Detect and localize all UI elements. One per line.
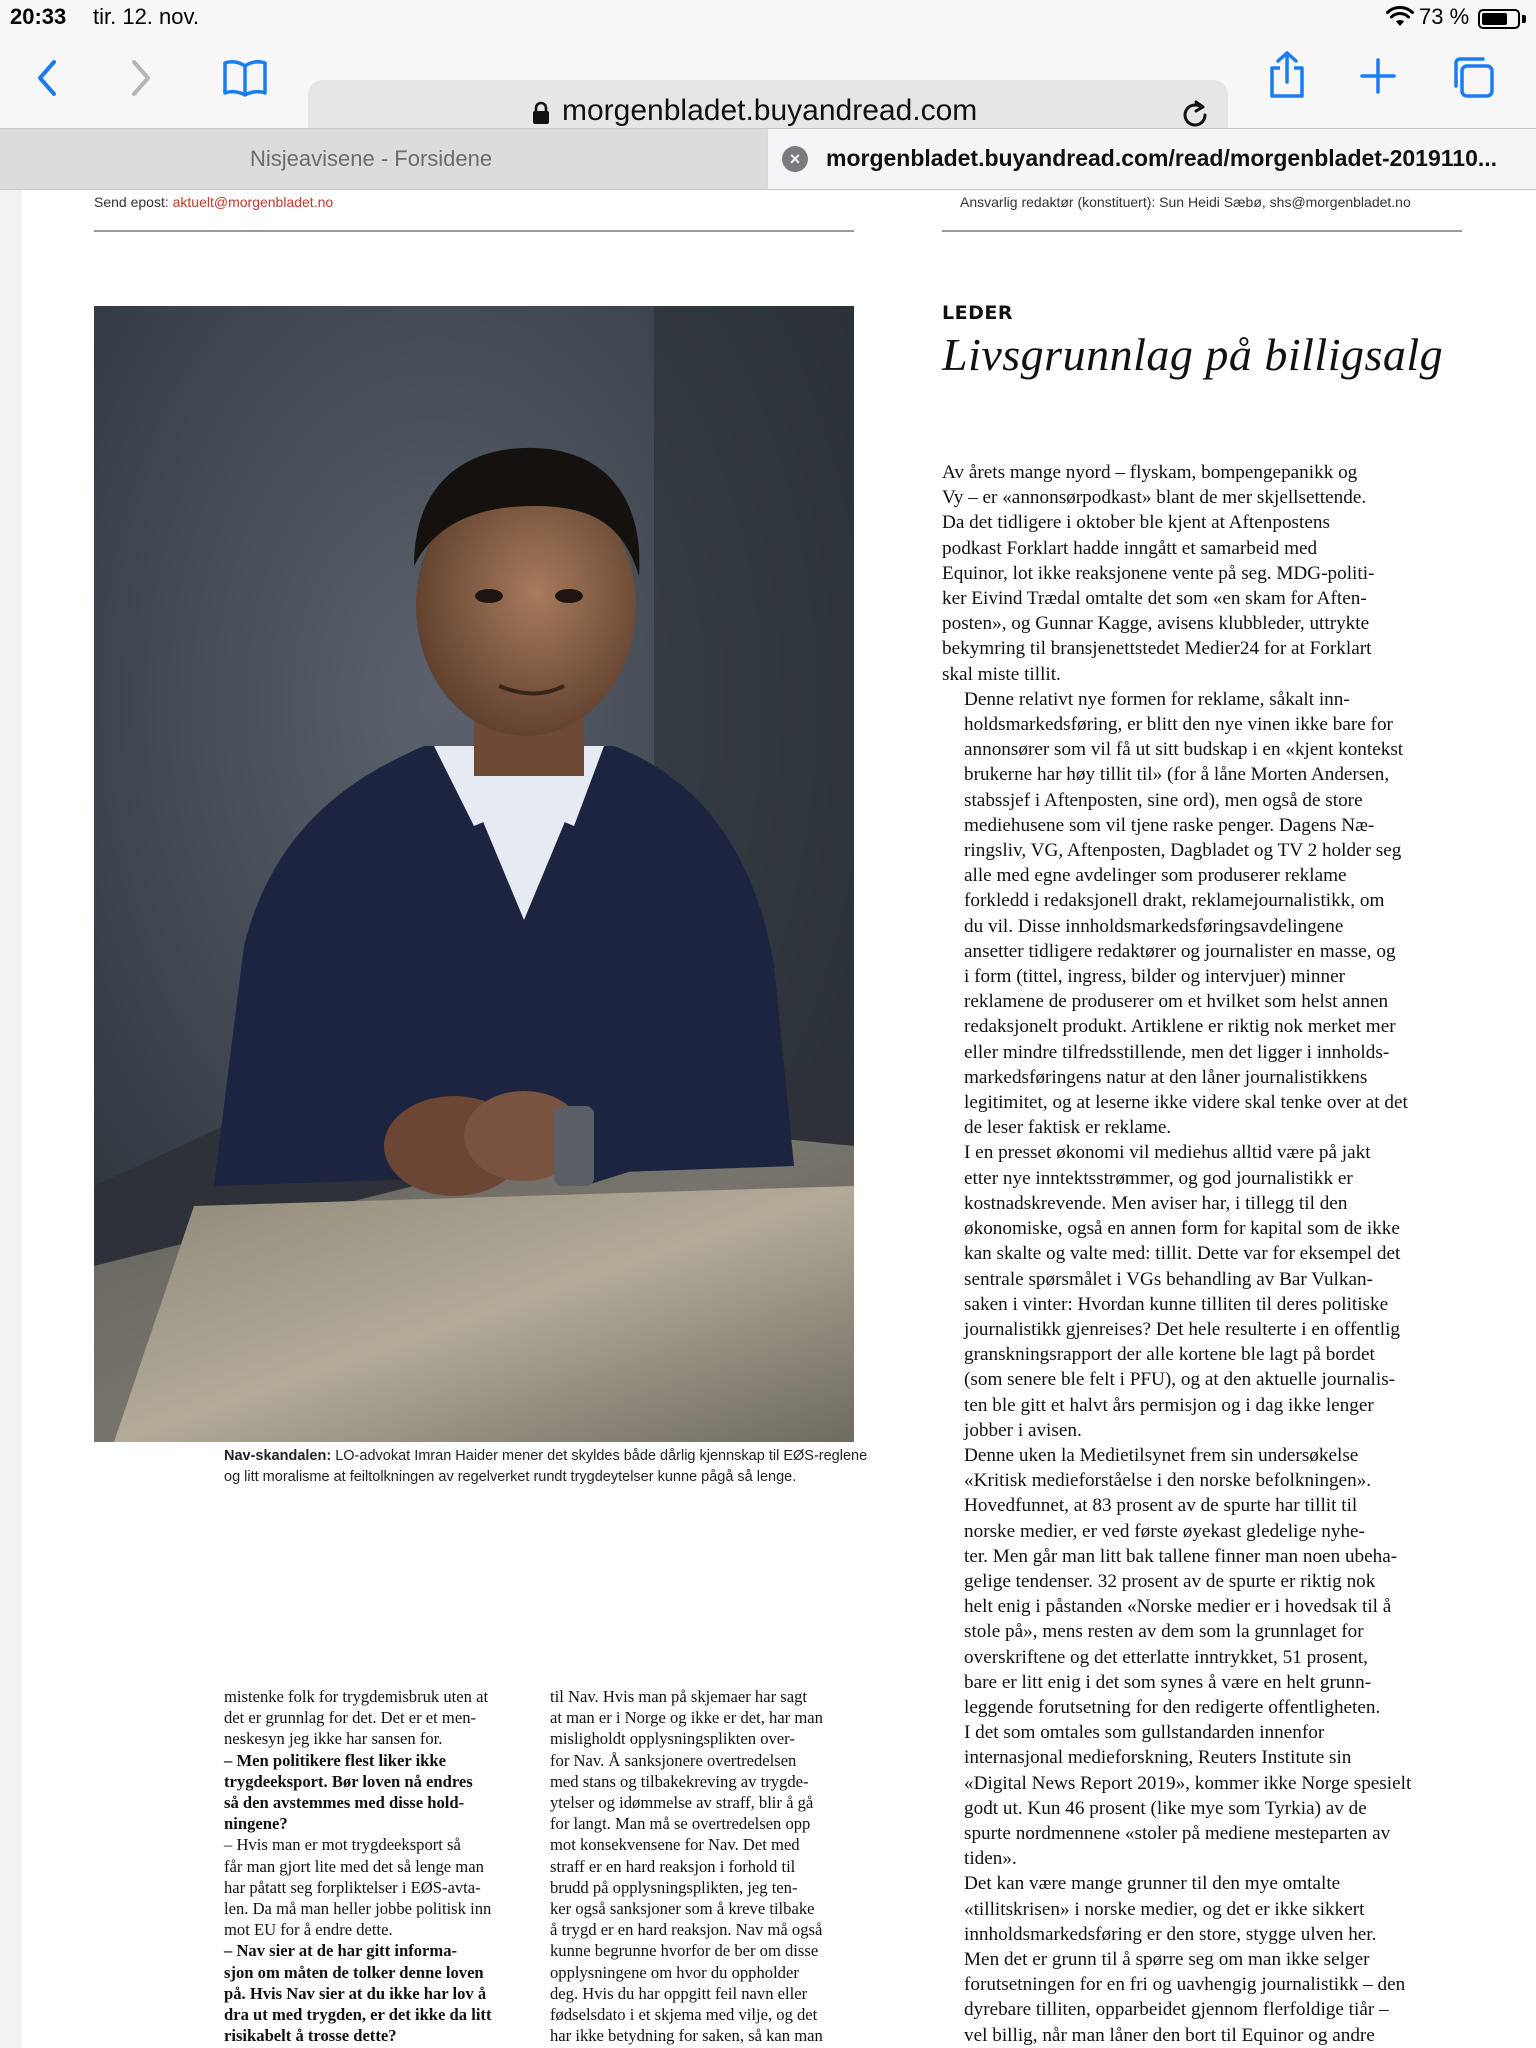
text-line: forutsetningen for en fri og uavhengig journalistikk – den: [964, 1974, 1406, 1996]
lock-icon: [532, 101, 550, 125]
text-line: internasjonal medieforskning, Reuters Institute sin: [964, 1747, 1352, 1769]
text-line: (som senere ble felt i PFU), og at den aktuelle journalis-: [964, 1369, 1396, 1391]
text-line: Equinor, lot ikke reaksjonene vente på seg. MDG-politi-: [942, 562, 1375, 584]
text-line: podkast Forklart hadde inngått et samarbeid med: [942, 537, 1318, 559]
text-line: ten ble gitt et halvt års permisjon og i dag ikke lenger: [964, 1394, 1374, 1416]
bookmarks-icon[interactable]: [222, 58, 268, 98]
divider: [942, 230, 1462, 232]
text-line: holdsmarkedsføring, er blitt den nye vinen ikke bare for: [964, 714, 1393, 736]
editorial-paragraph: [942, 460, 1442, 687]
text-line: granskningsrapport der alle kortene ble lagt på bordet: [964, 1344, 1375, 1366]
interview-question-line: ningene?: [224, 1814, 288, 1834]
interview-answer-line: å trygd er en hard reaksjon. Nav må også: [550, 1920, 823, 1940]
text-line: alle med egne avdelinger som produserer reklame: [964, 865, 1347, 887]
interview-answer-line: kunne begrunne hvorfor de ber om disse: [550, 1941, 819, 1961]
text-line: skal miste tillit.: [942, 663, 1061, 685]
interview-answer-line: – Hvis man er mot trygdeeksport så: [224, 1835, 461, 1855]
text-line: «Digital News Report 2019», kommer ikke Norge spesielt: [964, 1772, 1412, 1794]
interview-question-line: så den avstemmes med disse hold-: [224, 1793, 465, 1813]
status-time: 20:33: [10, 4, 67, 29]
interview-answer-line: misligholdt opplysningsplikten over-: [550, 1729, 795, 1749]
interview-answer-line: ytelser og idømmelse av straff, blir å gå: [550, 1793, 814, 1813]
share-icon[interactable]: [1268, 50, 1306, 100]
editorial-paragraph: [942, 1443, 1442, 1720]
interview-question-line: – Nav sier at de har gitt informa-: [224, 1941, 458, 1961]
text-line: du vil. Disse innholdsmarkedsføringsavdelingene: [964, 915, 1344, 937]
text-line: sentrale spørsmålet i VGs behandling av Bar Vulkan-: [964, 1268, 1373, 1290]
editorial-headline: Livsgrunnlag på billigsalg: [942, 329, 1444, 380]
interview-answer-line: har ikke betydning for saken, så kan man: [550, 2026, 823, 2046]
text-line: stole på», mens resten av dem som la grunnlaget for: [964, 1621, 1364, 1643]
interview-answer-line: fødselsdato i et skjema med vilje, og det: [550, 2005, 818, 2025]
section-kicker: LEDER: [942, 302, 1013, 324]
text-line: overskriftene og det etterlatte inntrykket, 51 prosent,: [964, 1646, 1368, 1668]
interview-answer-line: mot konsekvensene for Nav. Det med: [550, 1835, 800, 1855]
interview-column-2: [550, 1686, 868, 2046]
text-line: Det kan være mange grunner til den mye omtalte: [964, 1873, 1341, 1895]
text-line: etter nye inntektsstrømmer, og god journalistikk er: [964, 1167, 1353, 1189]
text-line: vel billig, når man låner den bort til Equinor og andre: [964, 2024, 1375, 2046]
tab-morgenbladet[interactable]: [768, 129, 1536, 189]
back-icon[interactable]: [36, 58, 58, 98]
text-line: annonsører som vil få ut sitt budskap i en «kjent kontekst: [964, 739, 1404, 761]
text-line: ansetter tidligere redaktører og journalister en masse, og: [964, 940, 1396, 962]
text-line: Av årets mange nyord – flyskam, bompengepanikk og: [942, 462, 1358, 483]
text-line: godt ut. Kun 46 prosent (like mye som Tyrkia) av de: [964, 1797, 1367, 1819]
text-line: Denne uken la Medietilsynet frem sin undersøkelse: [964, 1444, 1359, 1466]
editorial-body: [942, 460, 1442, 2048]
text-line: ter. Men går man litt bak tallene finner man noen ubeha-: [964, 1545, 1398, 1567]
text-line: I det som omtales som gullstandarden innenfor: [964, 1722, 1325, 1744]
editorial-paragraph: [942, 1720, 1442, 1871]
interview-answer-line: har påtatt seg forpliktelser i EØS-avta-: [224, 1877, 481, 1897]
text-line: innholdsmarkedsføring er den store, stygge ulven her.: [964, 1923, 1377, 1945]
divider: [94, 230, 854, 232]
interview-answer-line: det er grunnlag for det. Det er et men-: [224, 1708, 477, 1728]
text-line: leggende forutsetning for den redigerte offentligheten.: [964, 1696, 1381, 1718]
interview-question-line: dra ut med trygden, er det ikke da litt: [224, 2005, 492, 2025]
text-line: jobber i avisen.: [964, 1419, 1082, 1441]
photo-caption: [224, 1446, 868, 1488]
text-line: ringsliv, VG, Aftenposten, Dagbladet og TV 2 holder seg: [964, 840, 1402, 862]
text-line: ker Eivind Trædal omtalte det som «en skam for Aften-: [942, 588, 1367, 610]
text-line: markedsføringens natur at den låner journalistikkens: [964, 1066, 1368, 1088]
text-line: bare er litt enig i det som synes å være en helt grunn-: [964, 1671, 1372, 1693]
text-line: posten», og Gunnar Kagge, avisens klubbleder, uttrykte: [942, 613, 1370, 635]
interview-question-line: på. Hvis Nav sier at du ikke har lov å: [224, 1983, 487, 2003]
status-bar: [0, 0, 1536, 36]
editorial-paragraph: [942, 1871, 1442, 2047]
interview-question-line: – Men politikere flest liker ikke: [224, 1750, 446, 1770]
text-line: redaksjonelt produkt. Artiklene er riktig nok merket mer: [964, 1016, 1396, 1038]
interview-answer-line: neskesyn jeg ikke har sansen for.: [224, 1729, 443, 1749]
tabs-overview-icon[interactable]: [1450, 54, 1496, 100]
interview-answer-line: at man er i Norge og ikke er det, har man: [550, 1708, 823, 1728]
battery-percent: 73 %: [1419, 4, 1470, 29]
text-line: I en presset økonomi vil mediehus alltid være på jakt: [964, 1142, 1371, 1164]
text-line: helt enig i påstanden «Norske medier er i hovedsak til å: [964, 1596, 1392, 1618]
text-line: Da det tidligere i oktober ble kjent at Aftenpostens: [942, 512, 1330, 534]
interview-answer-line: med stans og tilbakekreving av trygde-: [550, 1771, 809, 1791]
portrait-photo: [94, 306, 854, 1442]
text-line: Vy – er «annonsørpodkast» blant de mer skjellsettende.: [942, 487, 1367, 509]
editor-line: Ansvarlig redaktør (konstituert): Sun Heidi Sæbø, shs@morgenbladet.no: [960, 194, 1411, 210]
editorial-paragraph: [942, 1140, 1442, 1442]
text-line: «tillitskrisen» i norske medier, og det er ikke sikkert: [964, 1898, 1365, 1920]
caption-text-2: og litt moralisme at feiltolkningen av regelverket rundt trygdeytelser kunne pågå så lenge.: [224, 1469, 797, 1485]
text-line: «Kritisk medieforståelse i den norske befolkningen».: [964, 1470, 1372, 1492]
text-line: kostnadskrevende. Men aviser har, i tillegg til den: [964, 1192, 1348, 1214]
text-line: saken i vinter: Hvordan kunne tilliten til deres politiske: [964, 1293, 1389, 1315]
text-line: gelige tendenser. 32 prosent av de spurte er riktig nok: [964, 1570, 1376, 1592]
text-line: stabssjef i Aftenposten, sine ord), men også de store: [964, 789, 1363, 811]
contact-email[interactable]: aktuelt@morgenbladet.no: [172, 194, 334, 210]
interview-question-line: sjon om måten de tolker denne loven: [224, 1962, 484, 1982]
caption-lead: Nav-skandalen:: [224, 1448, 332, 1464]
text-line: journalistikk gjenreises? Det hele resulterte i en offentlig: [964, 1318, 1401, 1340]
interview-answer-line: mistenke folk for trygdemisbruk uten at: [224, 1687, 489, 1706]
interview-answer-line: opplysningene om hvor du oppholder: [550, 1962, 799, 1982]
text-line: eller mindre tilfredsstillende, men det ligger i innholds-: [964, 1041, 1390, 1063]
new-tab-icon[interactable]: [1360, 58, 1396, 94]
editorial-paragraph: [942, 687, 1442, 1141]
url-text: morgenbladet.buyandread.com: [562, 94, 978, 127]
interview-question-line: risikabelt å trosse dette?: [224, 2026, 397, 2046]
text-line: dyrebare tilliten, opparbeidet gjennom flerfoldige tiår –: [964, 1999, 1389, 2021]
browser-toolbar: [0, 36, 1536, 128]
interview-answer-line: brudd på opplysningsplikten, jeg ten-: [550, 1877, 798, 1897]
forward-icon[interactable]: [130, 58, 152, 98]
interview-answer-line: ker også sanksjoner som å kreve tilbake: [550, 1899, 815, 1919]
newspaper-page: [22, 190, 1536, 2048]
caption-text-1: LO-advokat Imran Haider mener det skyldes både dårlig kjennskap til EØS-reglene: [331, 1448, 868, 1464]
interview-answer-line: for Nav. Å sanksjonere overtredelsen: [550, 1750, 797, 1770]
battery-icon: [1478, 9, 1520, 29]
interview-answer-line: til Nav. Hvis man på skjemaer har sagt: [550, 1687, 807, 1706]
text-line: forkledd i redaksjonell drakt, reklamejournalistikk, om: [964, 890, 1385, 912]
text-line: reklamene de produserer om et hvilket som helst annen: [964, 991, 1389, 1013]
battery-level-fill: [1482, 13, 1507, 25]
tab-nisjeavisene[interactable]: [0, 129, 766, 189]
interview-column-1: [224, 1686, 542, 2046]
interview-question-line: trygdeeksport. Bør loven nå endres: [224, 1771, 473, 1791]
wifi-icon: [1386, 6, 1414, 28]
contact-prefix: Send epost:: [94, 194, 173, 210]
text-line: brukerne har høy tillit til» (for å låne Morten Andersen,: [964, 764, 1390, 786]
text-line: Hovedfunnet, at 83 prosent av de spurte har tillit til: [964, 1495, 1358, 1517]
interview-answer-line: straff er en hard reaksjon i forhold til: [550, 1856, 796, 1876]
tab-label: Nisjeavisene - Forsidene: [250, 146, 493, 171]
close-tab-icon[interactable]: ×: [782, 146, 808, 172]
interview-answer-line: får man gjort lite med det så lenge man: [224, 1856, 484, 1876]
battery-tip: [1522, 15, 1526, 23]
text-line: Men det er grunn til å spørre seg om man ikke selger: [964, 1948, 1370, 1970]
text-line: de leser faktisk er reklame.: [964, 1117, 1172, 1139]
status-date: tir. 12. nov.: [93, 4, 199, 29]
tab-bar: [0, 128, 1536, 190]
text-line: i form (tittel, ingress, bilder og intervjuer) minner: [964, 966, 1345, 988]
text-line: kan skalte og valte med: tillit. Dette var for eksempel det: [964, 1243, 1401, 1265]
interview-answer-line: deg. Hvis du har oppgitt feil navn eller: [550, 1983, 808, 2003]
text-line: bekymring til bransjenettstedet Medier24 for at Forklart: [942, 638, 1372, 660]
interview-answer-line: mot EU for å endre dette.: [224, 1920, 393, 1940]
text-line: Denne relativt nye formen for reklame, såkalt inn-: [964, 688, 1350, 710]
contact-line: [94, 194, 333, 210]
text-line: mediehusene som vil tjene raske penger. Dagens Næ-: [964, 814, 1375, 836]
text-line: tiden».: [964, 1848, 1017, 1870]
interview-answer-line: len. Da må man heller jobbe politisk inn: [224, 1899, 492, 1919]
text-line: økonomiske, også en annen form for kapital som de ikke: [964, 1218, 1400, 1240]
tab-label: morgenbladet.buyandread.com/read/morgenbladet-2019110...: [826, 145, 1498, 171]
text-line: norske medier, er ved første øyekast gledelige nyhe-: [964, 1520, 1365, 1542]
text-line: spurte nordmennene «stoler på mediene mesteparten av: [964, 1822, 1391, 1844]
text-line: legitimitet, og at leserne ikke videre skal tenke over at det: [964, 1092, 1408, 1114]
interview-answer-line: for langt. Man må se overtredelsen opp: [550, 1814, 811, 1834]
reload-icon[interactable]: [1178, 98, 1212, 132]
